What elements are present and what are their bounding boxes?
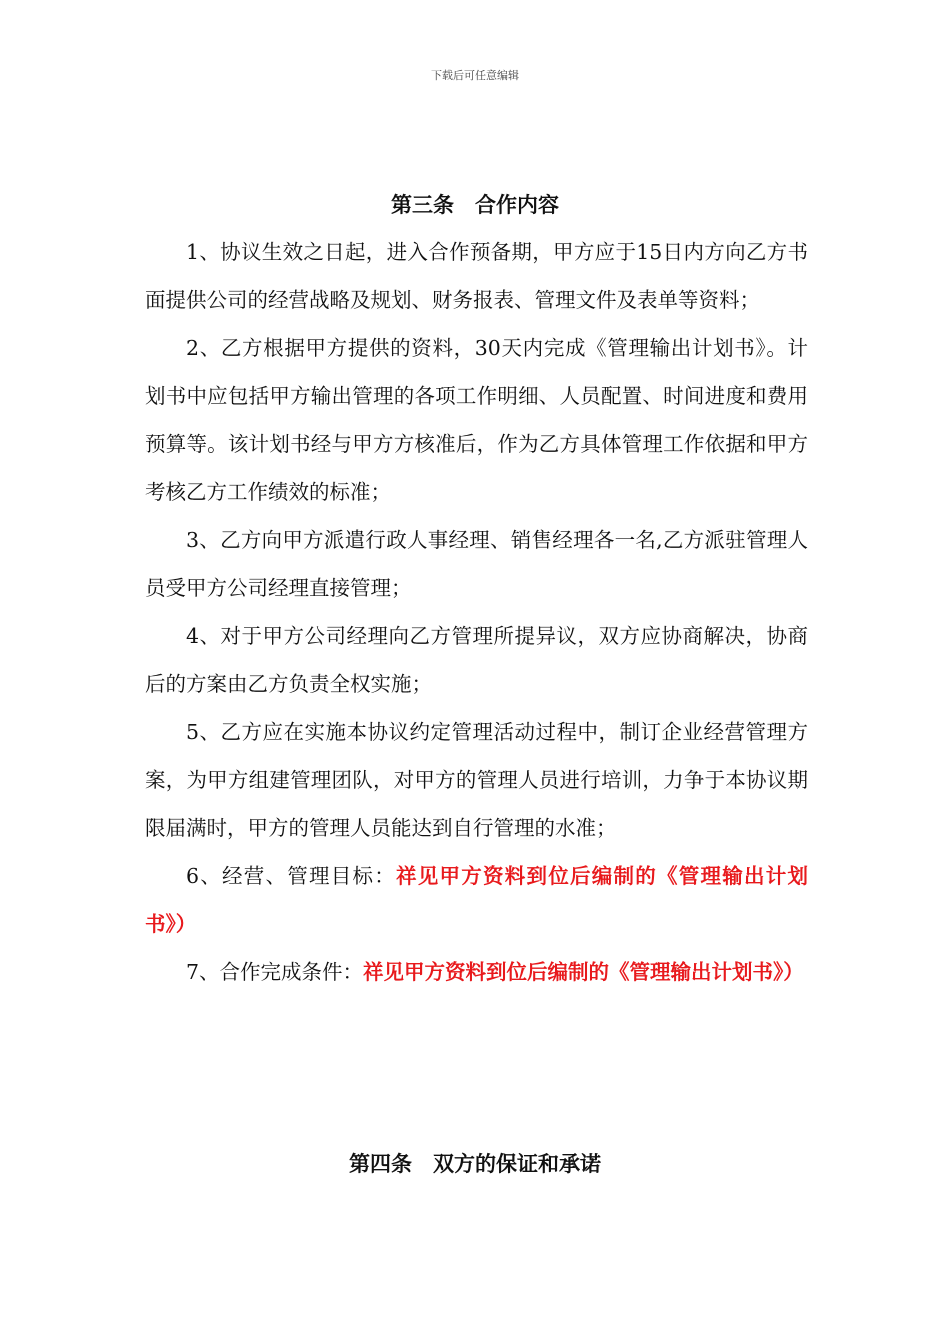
clause-7 xyxy=(145,948,808,996)
clause-6-lead: 6、经营、管理目标： xyxy=(186,864,397,888)
clause-1: 1、协议生效之日起，进入合作预备期，甲方应于15日内方向乙方书面提供公司的经营战略及规划、财务报表、管理文件及表单等资料； xyxy=(145,240,808,312)
section-title-article-3: 第三条 合作内容 xyxy=(391,193,559,217)
clause-5: 5、乙方应在实施本协议约定管理活动过程中，制订企业经营管理方案，为甲方组建管理团队，对甲方的管理人员进行培训，力争于本协议期限届满时，甲方的管理人员能达到自行管理的水准； xyxy=(145,720,808,840)
clause-6 xyxy=(145,852,808,948)
section-title-article-4: 第四条 双方的保证和承诺 xyxy=(349,1152,601,1176)
header-note: 下载后可任意编辑 xyxy=(431,69,519,82)
clause-7-lead: 7、合作完成条件： xyxy=(186,960,364,984)
article-3-body xyxy=(145,228,808,996)
clause-2: 2、乙方根据甲方提供的资料，30天内完成《管理输出计划书》。计划书中应包括甲方输出管理的各项工作明细、人员配置、时间进度和费用预算等。该计划书经与甲方方核准后，作为乙方具体管理工作依据和甲方考核乙方工作绩效的标准； xyxy=(145,336,808,504)
clause-6-highlight: 祥见甲方资料到位后编制的《管理输出计划书》） xyxy=(145,864,808,936)
clause-3: 3、乙方向甲方派遣行政人事经理、销售经理各一名,乙方派驻管理人员受甲方公司经理直接管理； xyxy=(145,528,808,600)
clause-4: 4、对于甲方公司经理向乙方管理所提异议，双方应协商解决，协商后的方案由乙方负责全权实施； xyxy=(145,624,808,696)
clause-7-highlight: 祥见甲方资料到位后编制的《管理输出计划书》） xyxy=(363,960,804,984)
